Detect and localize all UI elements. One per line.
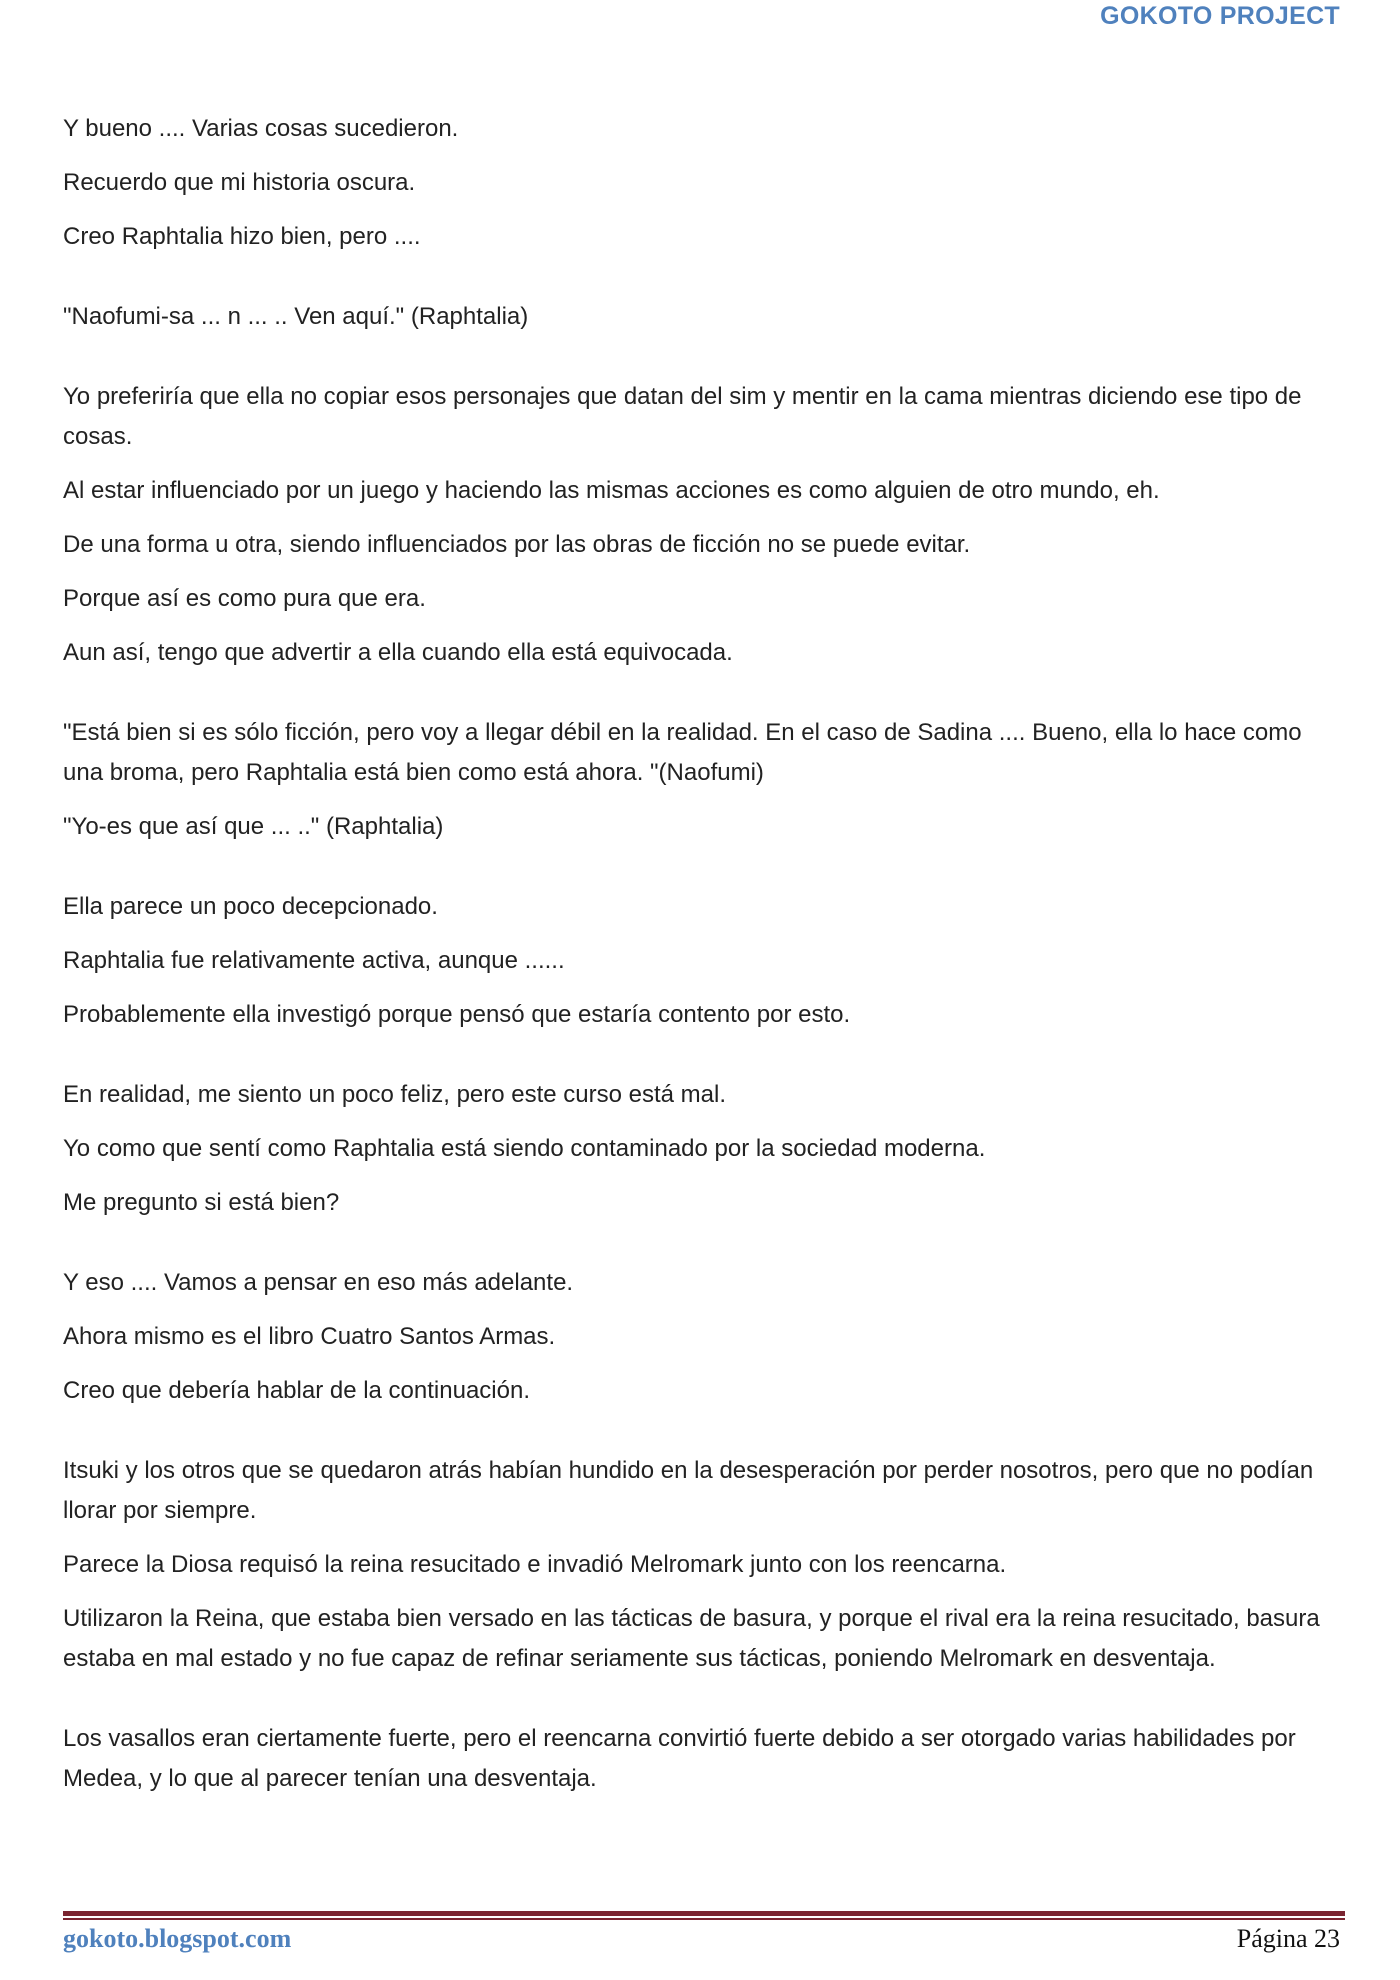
footer-site-link[interactable]: gokoto.blogspot.com (63, 1924, 292, 1953)
paragraph: En realidad, me siento un poco feliz, pero este curso está mal. (63, 1081, 727, 1108)
paragraph: Los vasallos eran ciertamente fuerte, pero el reencarna convirtió fuerte debido a ser otorgado varias habilidades por Medea, y lo que al parecer tenían una desventaja. (63, 1725, 1296, 1792)
paragraph: Ahora mismo es el libro Cuatro Santos Armas. (63, 1323, 556, 1350)
header-title: GOKOTO PROJECT (1100, 2, 1340, 30)
paragraph: Parece la Diosa requisó la reina resucitado e invadió Melromark junto con los reencarna. (63, 1551, 1007, 1578)
paragraph: Yo preferiría que ella no copiar esos personajes que datan del sim y mentir en la cama mientras diciendo ese tipo de cosas. (63, 383, 1302, 450)
paragraph: Al estar influenciado por un juego y haciendo las mismas acciones es como alguien de otro mundo, eh. (63, 477, 1160, 504)
paragraph: Yo como que sentí como Raphtalia está siendo contaminado por la sociedad moderna. (63, 1135, 986, 1162)
paragraph: "Naofumi-sa ... n ... .. Ven aquí." (Raphtalia) (63, 303, 529, 330)
paragraph: Ella parece un poco decepcionado. (63, 893, 438, 920)
paragraph: "Yo-es que así que ... .." (Raphtalia) (63, 813, 444, 840)
paragraph: Me pregunto si está bien? (63, 1189, 340, 1216)
paragraph: Creo Raphtalia hizo bien, pero .... (63, 223, 421, 250)
page-number: Página 23 (1236, 1924, 1340, 1953)
paragraph: Porque así es como pura que era. (63, 585, 426, 612)
paragraph: Raphtalia fue relativamente activa, aunque ...... (63, 947, 565, 974)
paragraph: De una forma u otra, siendo influenciados por las obras de ficción no se puede evitar. (63, 531, 971, 558)
paragraph: Creo que debería hablar de la continuación. (63, 1377, 530, 1404)
paragraph: Aun así, tengo que advertir a ella cuando ella está equivocada. (63, 639, 733, 666)
document-body (63, 109, 1348, 1813)
paragraph: Recuerdo que mi historia oscura. (63, 169, 416, 196)
paragraph: Itsuki y los otros que se quedaron atrás habían hundido en la desesperación por perder nosotros, pero que no podían llorar por siempre. (63, 1457, 1314, 1524)
paragraph: Utilizaron la Reina, que estaba bien versado en las tácticas de basura, y porque el rival era la reina resucitado, basura estaba en mal estado y no fue capaz de refinar seriamente sus tácticas, poniendo Melromark en desventaja. (63, 1605, 1320, 1672)
paragraph: "Está bien si es sólo ficción, pero voy a llegar débil en la realidad. En el caso de Sadina .... Bueno, ella lo hace como una broma, pero Raphtalia está bien como está ahora. "(Naofumi) (63, 719, 1302, 786)
paragraph: Probablemente ella investigó porque pensó que estaría contento por esto. (63, 1001, 851, 1028)
paragraph: Y bueno .... Varias cosas sucedieron. (63, 115, 459, 142)
paragraph: Y eso .... Vamos a pensar en eso más adelante. (63, 1269, 574, 1296)
